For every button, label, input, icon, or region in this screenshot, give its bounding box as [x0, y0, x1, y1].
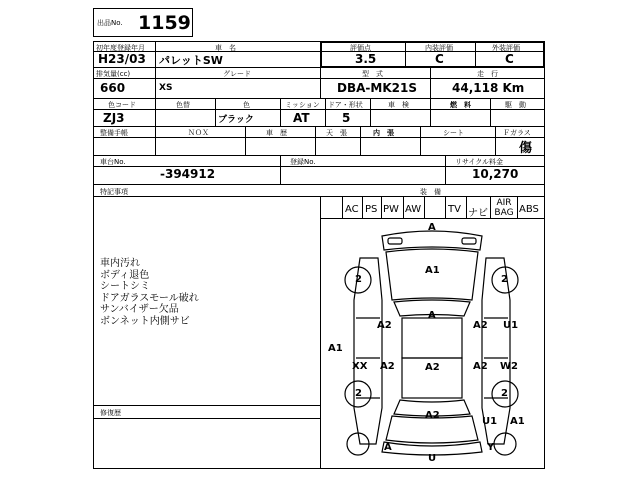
equipment-ps: PS [365, 204, 378, 215]
fuel-label: 燃 料 [450, 101, 471, 109]
damage-right-rear-u1: U1 [482, 416, 498, 427]
mileage-label: 走 行 [477, 70, 498, 78]
score-label: 評価点 [350, 44, 371, 52]
damage-right-rear-door: A2 [473, 361, 488, 372]
interior-score-label: 内装評価 [425, 44, 453, 52]
damage-rear-left: A [384, 442, 392, 453]
equipment-aw: AW [405, 204, 422, 215]
door-value: 5 [342, 111, 351, 125]
front-glass-label: Ｆガラス [503, 129, 531, 137]
damage-hood: A1 [425, 265, 440, 276]
damage-rear-right: Y [487, 442, 495, 453]
damage-right-w2: W2 [500, 361, 518, 372]
damage-left-front-door: A2 [377, 320, 392, 331]
car-name-label: 車 名 [215, 44, 236, 52]
interior-score-value: C [435, 52, 444, 66]
registration-number-label: 登録No. [290, 158, 316, 166]
equipment-navi: ナビ [468, 208, 488, 219]
damage-center: A2 [425, 362, 440, 373]
damage-right-front-door: A2 [473, 320, 488, 331]
seat-label: シート [443, 129, 464, 137]
damage-right-rear-tire: 2 [501, 388, 508, 399]
lot-number-box [93, 8, 193, 37]
transmission-value: AT [293, 111, 310, 125]
damage-roof: A [428, 310, 436, 321]
damage-left-rear-tire: 2 [355, 388, 362, 399]
color-label: 色 [243, 101, 250, 109]
headliner-label: 天 張 [326, 129, 347, 137]
car-condition-diagram [320, 218, 545, 468]
transmission-label: ミッション [285, 101, 320, 109]
note-line: ドアガラスモール破れ [100, 292, 199, 304]
vehicle-history-label: 車 歴 [266, 129, 287, 137]
special-notes-list [100, 258, 315, 327]
lot-number-label: 出品No. [97, 19, 123, 27]
first-registration-value: H23/03 [98, 52, 146, 66]
door-shape-label: ドア・形状 [328, 101, 363, 109]
note-line: 車内汚れ [100, 258, 140, 269]
recycle-fee-value: 10,270 [472, 167, 519, 181]
inspection-label: 車 検 [388, 101, 409, 109]
note-line: サンバイザー欠品 [100, 304, 179, 315]
color-code-value: ZJ3 [103, 111, 125, 125]
damage-front-bumper: A [428, 222, 436, 233]
equipment-tv: TV [448, 204, 461, 215]
mileage-value: 44,118 Km [452, 81, 525, 95]
note-line: ボディ退色 [100, 269, 150, 281]
car-name-value: パレットSW [159, 54, 223, 67]
model-code-label: 型 式 [362, 70, 383, 78]
recycle-fee-label: リサイクル料金 [455, 158, 504, 166]
damage-left-xx: XX [352, 361, 368, 372]
damage-left-front-tire: 2 [355, 274, 362, 285]
damage-right-fender: U1 [503, 320, 519, 331]
color-value: ブラック [218, 115, 254, 125]
nox-label: ＮＯＸ [188, 129, 209, 137]
lot-number: 1159 [138, 12, 191, 34]
equipment-label: 装 備 [420, 188, 441, 196]
grade-label: グレード [223, 70, 251, 78]
grade-value: XS [159, 83, 173, 93]
damage-right-rear-a1: A1 [510, 416, 525, 427]
color-code-label: 色コード [108, 101, 136, 109]
note-line: ボンネット内側サビ [100, 315, 190, 327]
chassis-number-label: 車台No. [100, 158, 126, 166]
equipment-ac: AC [345, 204, 359, 215]
drive-label: 駆 動 [505, 101, 526, 109]
displacement-label: 排気量(cc) [96, 70, 131, 78]
equipment-pw: PW [383, 204, 399, 215]
color-change-label: 色替 [176, 101, 190, 109]
damage-left-side: A1 [328, 343, 343, 354]
note-line: シートシミ [100, 281, 150, 292]
score-value: 3.5 [355, 52, 377, 66]
interior-trim-label: 内 張 [373, 129, 394, 137]
damage-rear-hatch: A2 [425, 410, 440, 421]
repair-history-label: 修復歴 [100, 409, 121, 417]
damage-right-front-tire: 2 [501, 274, 508, 285]
chassis-number-value: -394912 [160, 167, 216, 181]
exterior-score-label: 外装評価 [492, 44, 520, 52]
displacement-value: 660 [100, 81, 126, 95]
damage-left-rear-door: A2 [380, 361, 395, 372]
first-registration-label: 初年度登録年月 [96, 44, 145, 52]
special-notes-label: 特記事項 [100, 188, 128, 196]
damage-rear-bumper: U [428, 453, 437, 464]
front-glass-value: 傷 [519, 141, 533, 156]
exterior-score-value: C [505, 52, 514, 66]
equipment-airbag: AIR BAG [494, 198, 514, 218]
maintenance-record-label: 整備手帳 [100, 129, 128, 137]
equipment-abs: ABS [519, 204, 539, 215]
model-code-value: DBA-MK21S [337, 81, 417, 95]
